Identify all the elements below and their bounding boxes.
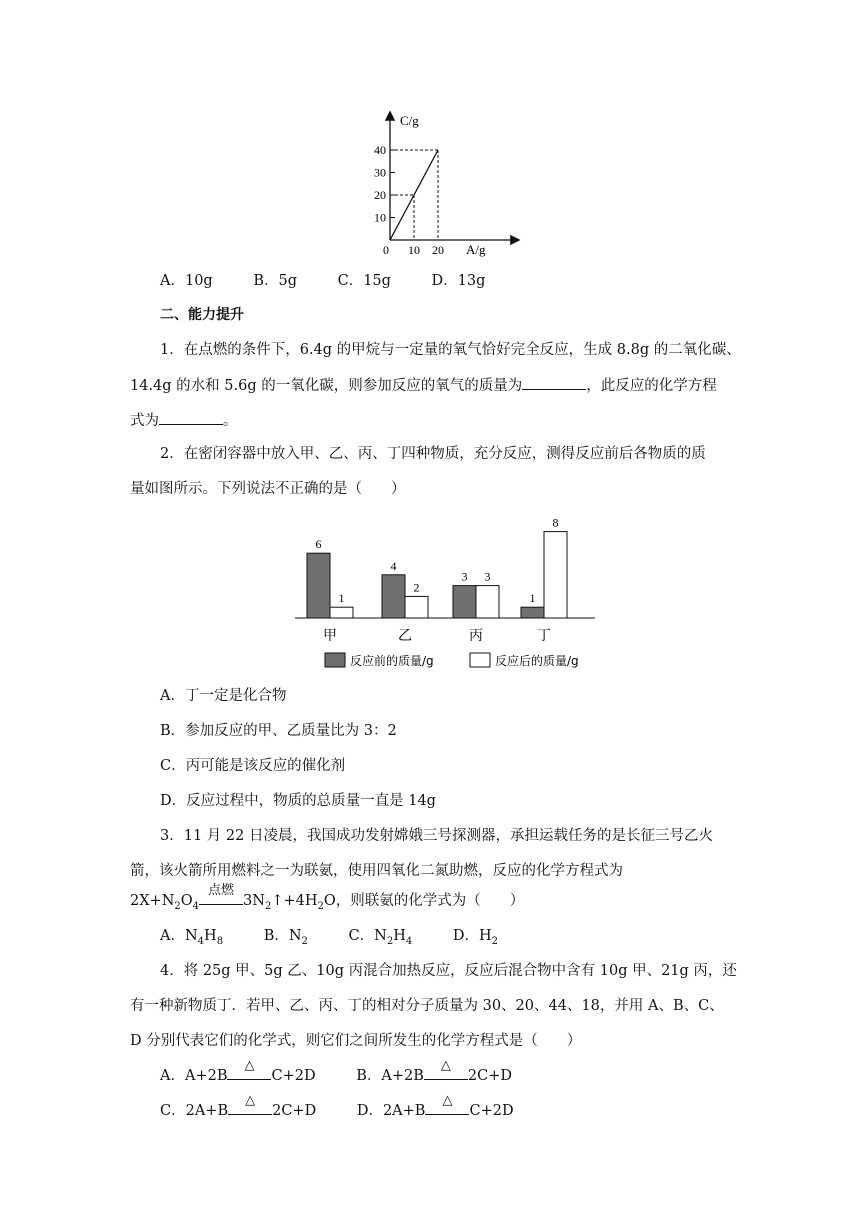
section-title: 二、能力提升 — [160, 307, 244, 323]
bar — [405, 596, 428, 618]
category-label: 丙 — [469, 628, 483, 644]
q4-options-row2 — [160, 1093, 550, 1121]
option-a: A．10g — [160, 273, 213, 289]
y-tick-label: 30 — [374, 165, 386, 180]
x-tick-label: 20 — [432, 243, 444, 257]
legend-swatch-before — [325, 653, 345, 667]
reaction-condition — [199, 883, 243, 905]
q2-option-b: B．参加反应的甲、乙质量比为 3：2 — [160, 723, 397, 739]
q4-line2: 有一种新物质丁．若甲、乙、丙、丁的相对分子质量为 30、20、44、18，并用 A、B、C、 — [130, 998, 724, 1014]
legend — [325, 653, 579, 668]
y-tick-label: 40 — [374, 143, 386, 157]
category-label: 甲 — [323, 628, 337, 644]
option-c: C．15g — [337, 273, 391, 289]
x-tick-label: 10 — [408, 243, 420, 257]
bar-chart — [295, 504, 600, 676]
q1-line2 — [130, 375, 717, 396]
sub: 2 — [317, 900, 324, 912]
q1-line3-text: 式为 — [130, 413, 159, 429]
q1-line2-tail: ，此反应的化学方程 — [586, 378, 717, 394]
q2-option-d: D．反应过程中，物质的总质量一直是 14g — [160, 793, 436, 809]
sub: 2 — [174, 900, 181, 912]
eq-right: ↑+4H — [271, 893, 318, 909]
q4-option-b: B．A+2B △ 2C+D — [356, 1058, 512, 1084]
bar — [330, 607, 353, 618]
q3-option-a: A．$N_4H_8$ — [160, 928, 224, 947]
bar-value-label: 2 — [413, 580, 420, 595]
option-d: D．13g — [431, 273, 486, 289]
eq-right: O，则联氨的化学式为（ ） — [323, 893, 525, 909]
legend-label-after: 反应后的质量/g — [495, 654, 579, 668]
bar — [476, 586, 499, 618]
answer-blank[interactable] — [159, 410, 223, 425]
bar — [453, 586, 476, 618]
bar-value-label: 6 — [315, 537, 322, 552]
q2-line2: 量如图所示。下列说法不正确的是（ ） — [130, 481, 406, 497]
category-label: 丁 — [537, 628, 551, 644]
q2-line1: 2．在密闭容器中放入甲、乙、丙、丁四种物质，充分反应，测得反应前后各物质的质 — [160, 446, 706, 462]
eq-right: 3N — [243, 893, 265, 909]
bar-value-label: 3 — [461, 569, 468, 584]
q3-options — [160, 926, 534, 952]
q1-line2-text: 14.4g 的水和 5.6g 的一氧化碳，则参加反应的氧气的质量为 — [130, 378, 523, 394]
sub: 4 — [192, 900, 200, 912]
x-axis-label: A/g — [466, 242, 486, 257]
option-b: B．5g — [253, 273, 297, 289]
x-tick-label: 0 — [383, 243, 389, 257]
q4-line3: D 分别代表它们的化学式，则它们之间所发生的化学方程式是（ ） — [130, 1033, 582, 1049]
bar-value-label: 4 — [390, 558, 397, 573]
q3-line2: 箭，该火箭所用燃料之一为联氨，使用四氧化二氮助燃，反应的化学方程式为 — [130, 863, 623, 879]
q3-line1: 3．11 月 22 日凌晨，我国成功发射嫦娥三号探测器，承担运载任务的是长征三号乙火 — [160, 828, 713, 844]
line-chart — [370, 105, 530, 270]
bar-value-label: 1 — [529, 591, 536, 606]
legend-label-before: 反应前的质量/g — [350, 654, 434, 668]
bar — [544, 532, 567, 618]
condition-label: 点燃 — [208, 883, 235, 898]
y-axis-label: C/g — [400, 113, 419, 128]
q4-line1: 4．将 25g 甲、5g 乙、10g 丙混合加热反应，反应后混合物中含有 10g 甲、21g 丙，还 — [160, 963, 737, 979]
prev-question-options — [160, 271, 521, 291]
bar — [307, 553, 330, 618]
bar — [382, 575, 405, 618]
y-tick-label: 20 — [374, 188, 386, 202]
bar-value-label: 3 — [484, 569, 491, 584]
q3-option-b: B．$N_2$ — [263, 928, 308, 947]
q2-option-a: A．丁一定是化合物 — [160, 688, 287, 704]
q1-line3 — [130, 410, 238, 431]
q4-option-d: D．2A+B △ C+2D — [356, 1093, 514, 1119]
q4-option-c: C．2A+B △ 2C+D — [160, 1093, 317, 1119]
q4-options-row1 — [160, 1058, 548, 1086]
q4-option-a: A．A+2B △ C+2D — [160, 1058, 316, 1084]
category-label: 乙 — [398, 628, 412, 644]
bar — [521, 607, 544, 618]
legend-swatch-after — [470, 653, 490, 667]
q3-equation — [130, 883, 525, 917]
bar-value-label: 8 — [552, 515, 559, 530]
q1-line1: 1．在点燃的条件下，6.4g 的甲烷与一定量的氧气恰好完全反应，生成 8.8g 的二氧化碳、 — [160, 342, 741, 358]
bar-value-label: 1 — [338, 591, 345, 606]
q1-line3-tail: 。 — [223, 413, 238, 429]
sub: 2 — [264, 900, 272, 912]
eq-o: O — [180, 893, 193, 909]
answer-blank[interactable] — [522, 375, 586, 390]
q2-option-c: C．丙可能是该反应的催化剂 — [160, 758, 346, 774]
eq-left: 2X+N — [130, 893, 175, 909]
y-tick-label: 10 — [374, 210, 386, 225]
q3-option-d: D．$H_2$ — [452, 928, 498, 947]
q3-option-c: C．$N_2H_4$ — [348, 928, 413, 947]
